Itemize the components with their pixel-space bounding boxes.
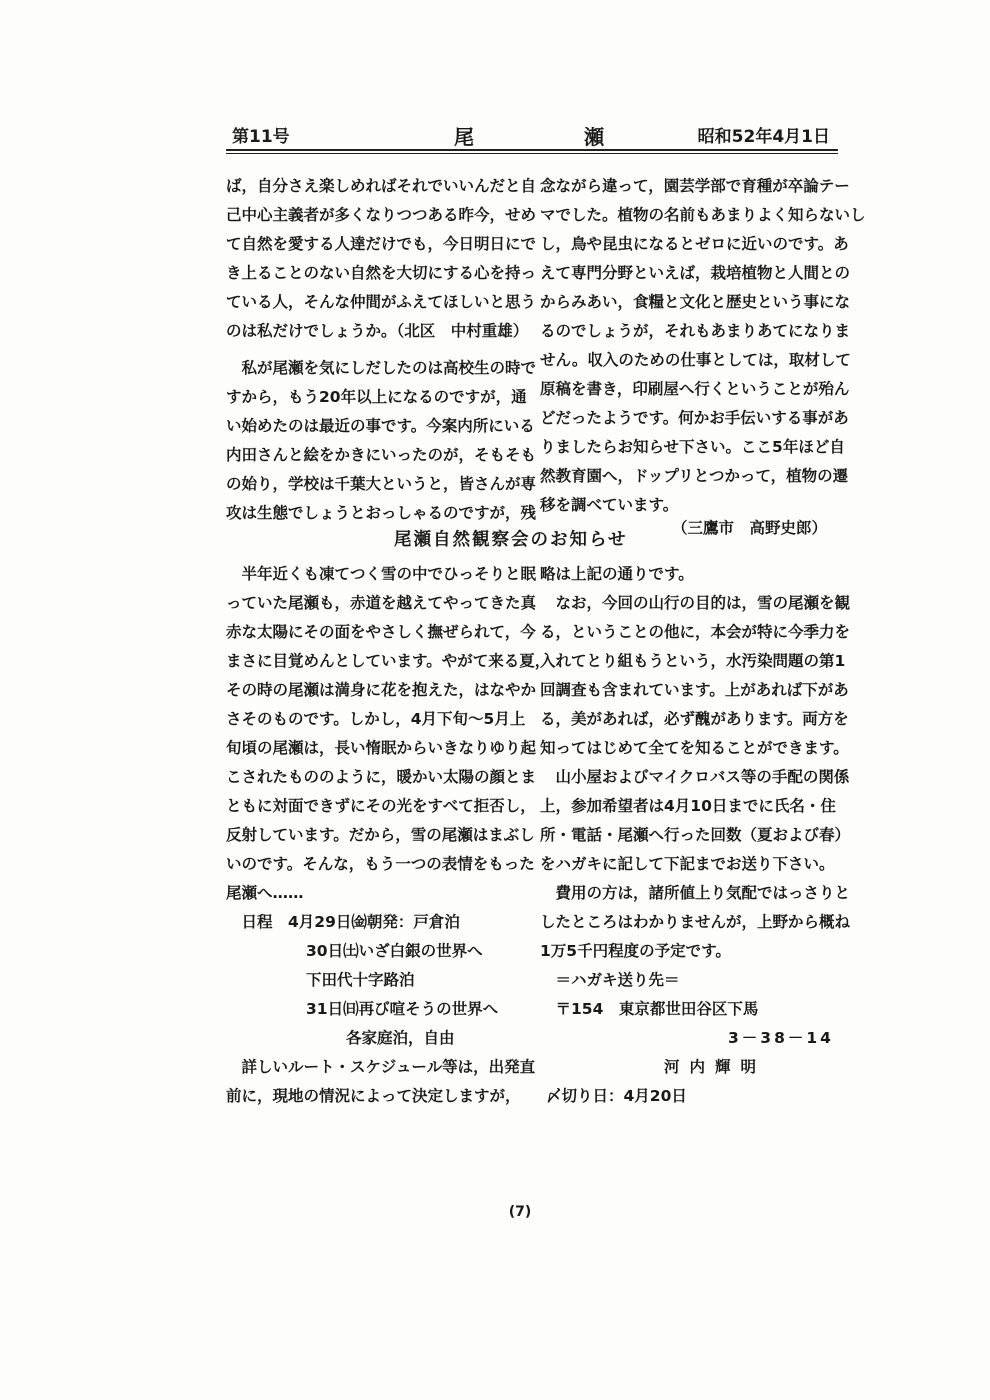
recipient-name: 河内輝明 [664,1058,767,1076]
text-line: りましたらお知らせ下さい。ここ5年ほど自 [540,438,845,456]
text-line: すから，もう20年以上になるのですが，通 [226,388,527,406]
text-line: 然教育園へ，ドップリとつかって，植物の遷 [540,467,849,485]
issue-number: 第11号 [232,127,290,147]
text-line: 念ながら違って，園芸学部で育種が卒論テー [540,177,850,195]
header-rule [226,149,838,151]
text-line: 回調査も含まれています。上があれば下があ [540,681,849,699]
text-line: ともに対面できずにその光をすべて拒否し， [226,797,536,815]
text-line: したところはわかりませんが，上野から概ね [540,913,851,931]
text-line: をハガキに記して下記までお送り下さい。 [540,855,835,873]
text-line: し，鳥や昆虫になるとゼロに近いのです。あ [540,235,849,253]
author-signature: （三鷹市 高野史郎） [672,519,828,537]
text-line: る，ということの他に，本会が特に今季力を [540,623,851,641]
schedule-line: 下田代十字路泊 [306,971,415,989]
text-line: まさに目覚めんとしています。やがて来る夏， [226,652,551,670]
text-line: 費用の方は，諸所値上り気配ではっさりと [540,884,851,902]
text-line: どだったようです。何かお手伝いする事があ [540,409,849,427]
text-line: るのでしょうが，それもあまりあてになりま [540,322,851,340]
text-line: る，美があれば，必ず醜があります。両方を [540,710,849,728]
text-line: い始めたのは最近の事です。今案内所にいる [226,417,535,435]
newsletter-title-char-2: 瀬 [584,125,604,149]
article-heading: 尾瀬自然観察会のお知らせ [394,530,628,550]
text-line: 尾瀬へ…… [226,884,304,902]
text-line: 原稿を書き，印刷屋へ行くということが殆ん [540,380,850,398]
text-line: マでした。植物の名前もあまりよく知らないし [540,206,866,224]
text-line: き上ることのない自然を大切にする心を持っ [226,264,537,282]
newsletter-title-char-1: 尾 [454,125,474,149]
header-rule-thin [226,153,838,154]
text-line: 己中心主義者が多くなりつつある昨今，せめ [226,206,537,224]
text-line: 旬頃の尾瀬は，長い惰眠からいきなりゆり起 [226,739,537,757]
schedule-line: 30日㈯いざ白銀の世界へ [306,942,483,960]
text-line: 山小屋およびマイクロバス等の手配の関係 [540,768,850,786]
text-line: 私が尾瀬を気にしだしたのは高校生の時で [226,359,537,377]
text-line: 所・電話・尾瀬へ行った回数（夏および春） [540,826,851,844]
postal-address: 〒154 東京都世田谷区下馬 [540,1000,759,1018]
issue-date: 昭和52年4月1日 [697,127,830,147]
text-line: 上，参加希望者は4月10日までに氏名・住 [540,797,836,815]
text-line: 知ってはじめて全てを知ることができます。 [540,739,849,757]
text-line: 反射しています。だから，雪の尾瀬はまぶし [226,826,535,844]
schedule-line: 各家庭泊，自由 [346,1029,455,1047]
text-line: こされたもののように，暖かい太陽の顔とま [226,768,537,786]
text-line: えて専門分野といえば，栽培植物と人間との [540,264,851,282]
text-line: 1万5千円程度の予定です。 [540,942,731,960]
text-line: 略は上記の通りです。 [540,565,694,583]
text-line: の始り，学校は千葉大というと，皆さんが専 [226,475,537,493]
text-line: て自然を愛する人達だけでも，今日明日にで [226,235,537,253]
mailing-heading: ＝ハガキ送り先＝ [540,971,680,989]
text-line: ている人，そんな仲間がふえてほしいと思う [226,293,537,311]
text-line: 移を調べています。 [540,496,679,514]
page-header [226,126,838,156]
text-line: いのです。そんな，もう一つの表情をもった [226,855,535,873]
text-line: 入れてとり組もうという，水汚染問題の第1 [540,652,846,670]
text-line: その時の尾瀬は満身に花を抱えた，はなやか [226,681,537,699]
text-line: からみあい，食糧と文化と歴史という事にな [540,293,851,311]
text-line: ば，自分さえ楽しめればそれでいいんだと自 [226,177,537,195]
text-line: なお，今回の山行の目的は，雪の尾瀬を観 [540,594,851,612]
text-line: せん。収入のための仕事としては，取材して [540,351,851,369]
text-line: 内田さんと絵をかきにいったのが，そもそも [226,446,537,464]
deadline: 〆切り日：4月20日 [546,1087,687,1105]
text-line: っていた尾瀬も，赤道を越えてやってきた真 [226,594,537,612]
text-line: 詳しいルート・スケジュール等は，出発直 [226,1058,536,1076]
postal-address-number: 3－38－14 [728,1029,834,1047]
schedule-line: 31日㈰再び喧そうの世界へ [306,1000,499,1018]
text-line: 半年近くも凍てつく雪の中でひっそりと眠 [226,565,537,583]
text-line: 前に，現地の情況によって決定しますが， [226,1087,521,1105]
text-line: さそのものです。しかし，4月下旬～5月上 [226,710,526,728]
schedule-line: 日程 4月29日㈮朝発：戸倉泊 [226,913,460,931]
text-line: のは私だけでしょうか。（北区 中村重雄） [226,322,529,340]
text-line: 赤な太陽にその面をやさしく撫ぜられて，今 [226,623,536,641]
text-line: 攻は生態でしょうとおっしゃるのですが，残 [226,504,537,522]
page-number: (7) [508,1204,532,1220]
